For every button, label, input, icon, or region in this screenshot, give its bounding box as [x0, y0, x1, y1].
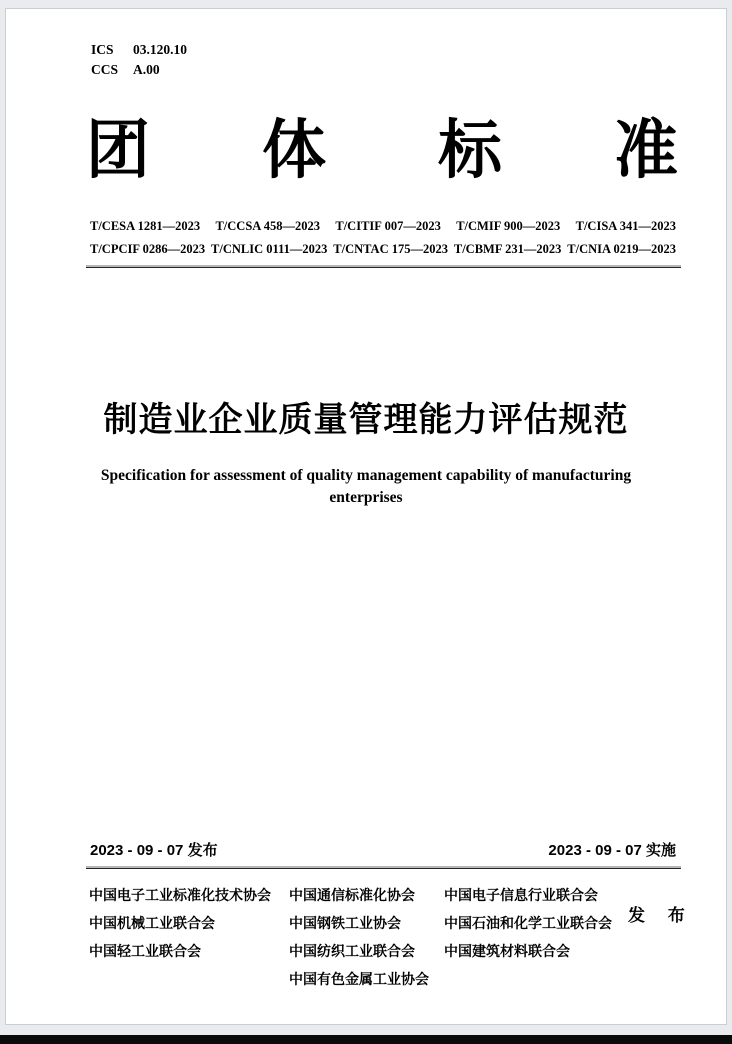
- implementation-date: 2023 - 09 - 07 实施: [548, 842, 676, 859]
- standard-number: T/CNTAC 175—2023: [333, 242, 448, 256]
- date-row: [90, 841, 676, 861]
- ics-label: ICS: [91, 42, 114, 57]
- document-page: [5, 8, 727, 1025]
- org-name: 中国纺织工业联合会: [289, 943, 415, 959]
- standard-number: T/CNLIC 0111—2023: [211, 242, 328, 256]
- standard-number: T/CISA 341—2023: [575, 219, 676, 233]
- english-title-line-1: Specification for assessment of quality management capability of manufacturing: [100, 467, 632, 484]
- ccs-label: CCS: [91, 62, 119, 77]
- standard-number: T/CPCIF 0286—2023: [90, 242, 206, 256]
- doc-type-char: 团: [86, 114, 150, 186]
- ccs-value: A.00: [133, 62, 160, 77]
- doc-type-title: [86, 115, 678, 185]
- org-column-2: [289, 881, 444, 993]
- issue-date: 2023 - 09 - 07 发布: [90, 842, 218, 859]
- doc-type-char: 标: [438, 114, 502, 186]
- doc-type-char: 准: [614, 114, 678, 186]
- english-title-line-2: enterprises: [329, 489, 403, 506]
- main-title-english: [46, 465, 686, 509]
- ics-value: 03.120.10: [133, 42, 187, 57]
- publishing-organizations: [89, 881, 612, 993]
- standard-number: T/CNIA 0219—2023: [567, 242, 676, 256]
- org-name: 中国石油和化学工业联合会: [444, 915, 612, 931]
- org-name: 中国建筑材料联合会: [444, 943, 570, 959]
- top-divider-rule: [86, 265, 681, 268]
- standard-number: T/CCSA 458—2023: [215, 219, 320, 233]
- classification-codes: [91, 40, 187, 80]
- org-column-1: [89, 881, 289, 993]
- standard-numbers: [90, 215, 676, 261]
- main-title-chinese: 制造业企业质量管理能力评估规范: [103, 401, 629, 439]
- standard-number: T/CBMF 231—2023: [453, 242, 562, 256]
- bottom-divider-rule: [86, 866, 681, 869]
- org-name: 中国通信标准化协会: [289, 887, 415, 903]
- org-name: 中国电子信息行业联合会: [444, 887, 598, 903]
- standard-number: T/CITIF 007—2023: [335, 219, 441, 233]
- org-name: 中国钢铁工业协会: [289, 915, 401, 931]
- standard-numbers-row-2: [90, 238, 676, 261]
- bottom-bar: [0, 1035, 732, 1044]
- ics-code: [91, 40, 187, 60]
- standard-numbers-row-1: [90, 215, 676, 238]
- standard-number: T/CESA 1281—2023: [90, 219, 201, 233]
- standard-number: T/CMIF 900—2023: [456, 219, 561, 233]
- publish-label: 发 布: [628, 906, 694, 925]
- ccs-code: [91, 60, 187, 80]
- org-name: 中国有色金属工业协会: [289, 971, 429, 987]
- org-name: 中国轻工业联合会: [89, 943, 201, 959]
- org-name: 中国机械工业联合会: [89, 915, 215, 931]
- org-name: 中国电子工业标准化技术协会: [89, 887, 271, 903]
- doc-type-char: 体: [262, 114, 326, 186]
- org-column-3: [444, 881, 612, 993]
